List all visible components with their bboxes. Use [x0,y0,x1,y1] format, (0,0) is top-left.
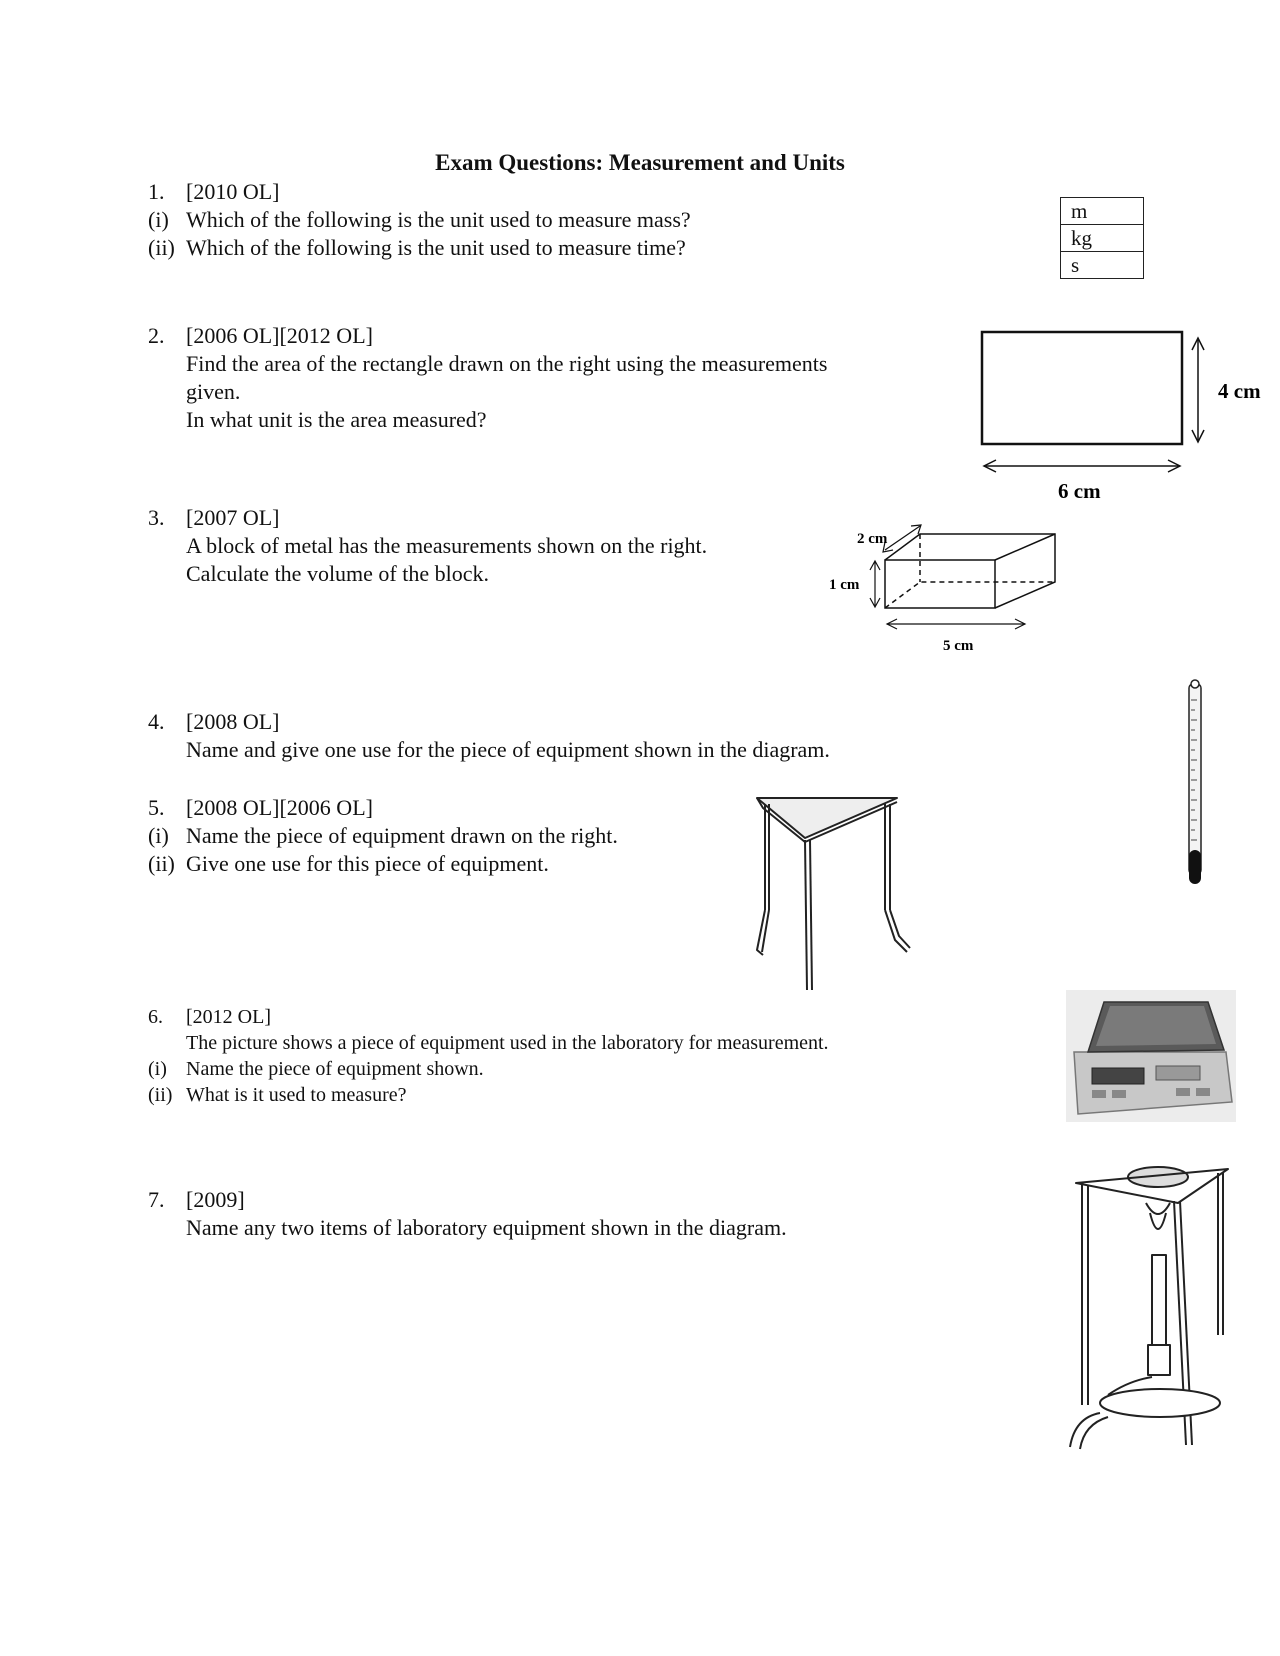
page-title: Exam Questions: Measurement and Units [435,150,845,175]
question-2-line-1: Find the area of the rectangle drawn on the right using the measurements [186,351,828,376]
height-arrow [1192,338,1204,442]
question-5-header [148,794,373,822]
question-6-part-ii [148,1082,407,1108]
rectangle-diagram [970,320,1270,510]
part-label: (i) [148,823,169,848]
part-text: Name the piece of equipment shown. [186,1058,484,1080]
question-2-header [148,322,373,350]
question-tag: [2008 OL] [186,709,280,734]
part-label: (ii) [148,1084,173,1106]
question-number: 6. [148,1006,163,1028]
height-label: 1 cm [829,577,860,593]
width-label: 6 cm [1058,479,1101,503]
unit-option: m [1061,198,1144,225]
question-3-line-2: Calculate the volume of the block. [186,561,490,586]
part-label: (ii) [148,851,175,876]
length-label: 5 cm [943,638,974,654]
question-number: 7. [148,1187,165,1212]
question-1-part-i [148,206,691,234]
rectangle-shape [982,332,1182,444]
part-label: (ii) [148,235,175,260]
question-3-line-1: A block of metal has the measurements shown on the right. [186,533,708,558]
part-text: Name the piece of equipment drawn on the right. [186,823,618,848]
question-tag: [2006 OL][2012 OL] [186,323,373,348]
question-number: 3. [148,505,165,530]
part-text: What is it used to measure? [186,1084,407,1106]
question-3-header [148,504,279,532]
unit-option: s [1061,252,1144,279]
height-label: 4 cm [1218,379,1261,403]
part-text: Which of the following is the unit used to measure mass? [186,207,691,232]
part-label: (i) [148,1058,167,1080]
unit-options-table [1060,197,1144,279]
question-6-line-1: The picture shows a piece of equipment used in the laboratory for measurement. [186,1032,829,1054]
block-shape [885,534,1055,608]
bunsen-tripod-image [1068,1155,1248,1455]
tripod-image [735,790,920,1000]
depth-label: 2 cm [857,531,888,547]
question-6-part-i [148,1056,484,1082]
part-text: Give one use for this piece of equipment. [186,851,549,876]
thermometer-image [1180,676,1210,898]
question-7-header [148,1186,245,1214]
metal-block-diagram [825,520,1070,660]
question-number: 2. [148,323,165,348]
question-1-header [148,178,279,206]
question-tag: [2012 OL] [186,1006,271,1028]
question-5-part-ii [148,850,549,878]
unit-option: kg [1061,225,1144,252]
width-arrow [984,460,1180,472]
question-2-line-2: given. [186,379,241,404]
question-number: 4. [148,709,165,734]
part-label: (i) [148,207,169,232]
question-tag: [2008 OL][2006 OL] [186,795,373,820]
question-number: 1. [148,179,165,204]
question-6-header [148,1004,271,1030]
question-number: 5. [148,795,165,820]
question-tag: [2010 OL] [186,179,280,204]
part-text: Which of the following is the unit used to measure time? [186,235,686,260]
electronic-balance-image [1066,990,1236,1122]
question-tag: [2007 OL] [186,505,280,530]
question-1-part-ii [148,234,686,262]
question-4-header [148,708,279,736]
question-5-part-i [148,822,618,850]
question-7-line-1: Name any two items of laboratory equipment shown in the diagram. [186,1215,787,1240]
question-tag: [2009] [186,1187,245,1212]
length-arrow [887,619,1025,629]
height-arrow [870,561,880,607]
question-2-line-3: In what unit is the area measured? [186,407,487,432]
question-4-line-1: Name and give one use for the piece of equipment shown in the diagram. [186,737,830,762]
